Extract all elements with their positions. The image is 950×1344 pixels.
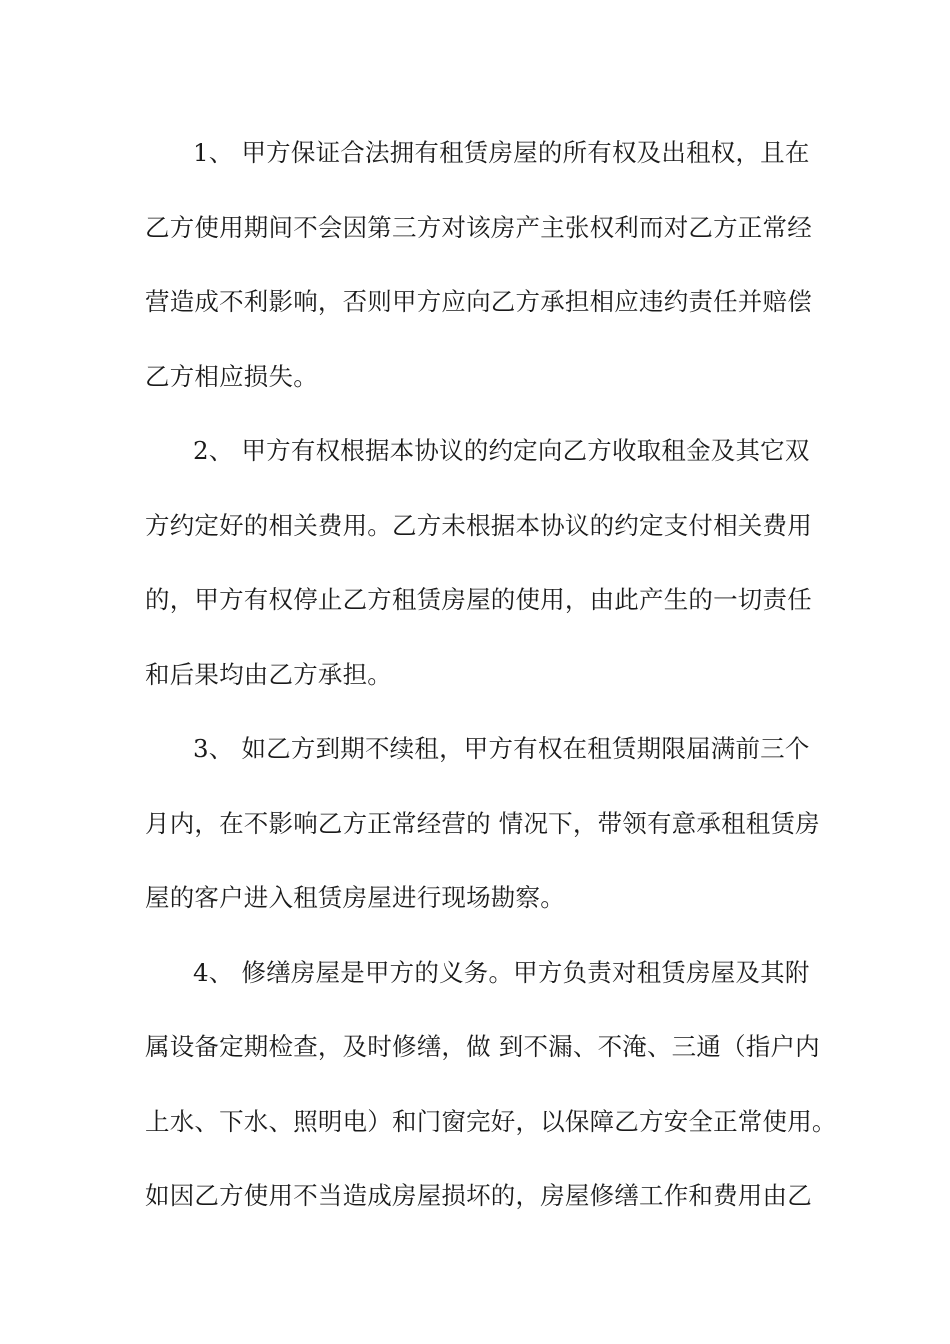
text-line: 和后果均由乙方承担。 bbox=[145, 659, 392, 689]
text-line: 1、 甲方保证合法拥有租赁房屋的所有权及出租权，且在 bbox=[193, 138, 810, 167]
document-body bbox=[145, 128, 837, 1246]
text-line: 营造成不利影响，否则甲方应向乙方承担相应违约责任并赔偿 bbox=[145, 287, 812, 316]
text-line: 方约定好的相关费用。乙方未根据本协议的约定支付相关费用 bbox=[145, 510, 812, 540]
text-line: 4、 修缮房屋是甲方的义务。甲方负责对租赁房屋及其附 bbox=[193, 957, 810, 987]
text-line: 上水、下水、照明电）和门窗完好，以保障乙方安全正常使用。 bbox=[145, 1106, 837, 1136]
text-line: 屋的客户进入租赁房屋进行现场勘察。 bbox=[145, 883, 565, 912]
text-line: 3、 如乙方到期不续租，甲方有权在租赁期限届满前三个 bbox=[193, 734, 810, 763]
text-line: 如因乙方使用不当造成房屋损坏的，房屋修缮工作和费用由乙 bbox=[145, 1181, 812, 1210]
text-line: 的，甲方有权停止乙方租赁房屋的使用，由此产生的一切责任 bbox=[145, 585, 812, 614]
text-line: 2、 甲方有权根据本协议的约定向乙方收取租金及其它双 bbox=[193, 436, 810, 465]
text-line: 月内，在不影响乙方正常经营的 情况下，带领有意承租租赁房 bbox=[145, 808, 820, 838]
text-line: 属设备定期检查，及时修缮，做 到不漏、不淹、三通（指户内 bbox=[145, 1032, 820, 1061]
text-line: 乙方相应损失。 bbox=[145, 361, 318, 391]
text-line: 乙方使用期间不会因第三方对该房产主张权利而对乙方正常经 bbox=[145, 212, 812, 242]
